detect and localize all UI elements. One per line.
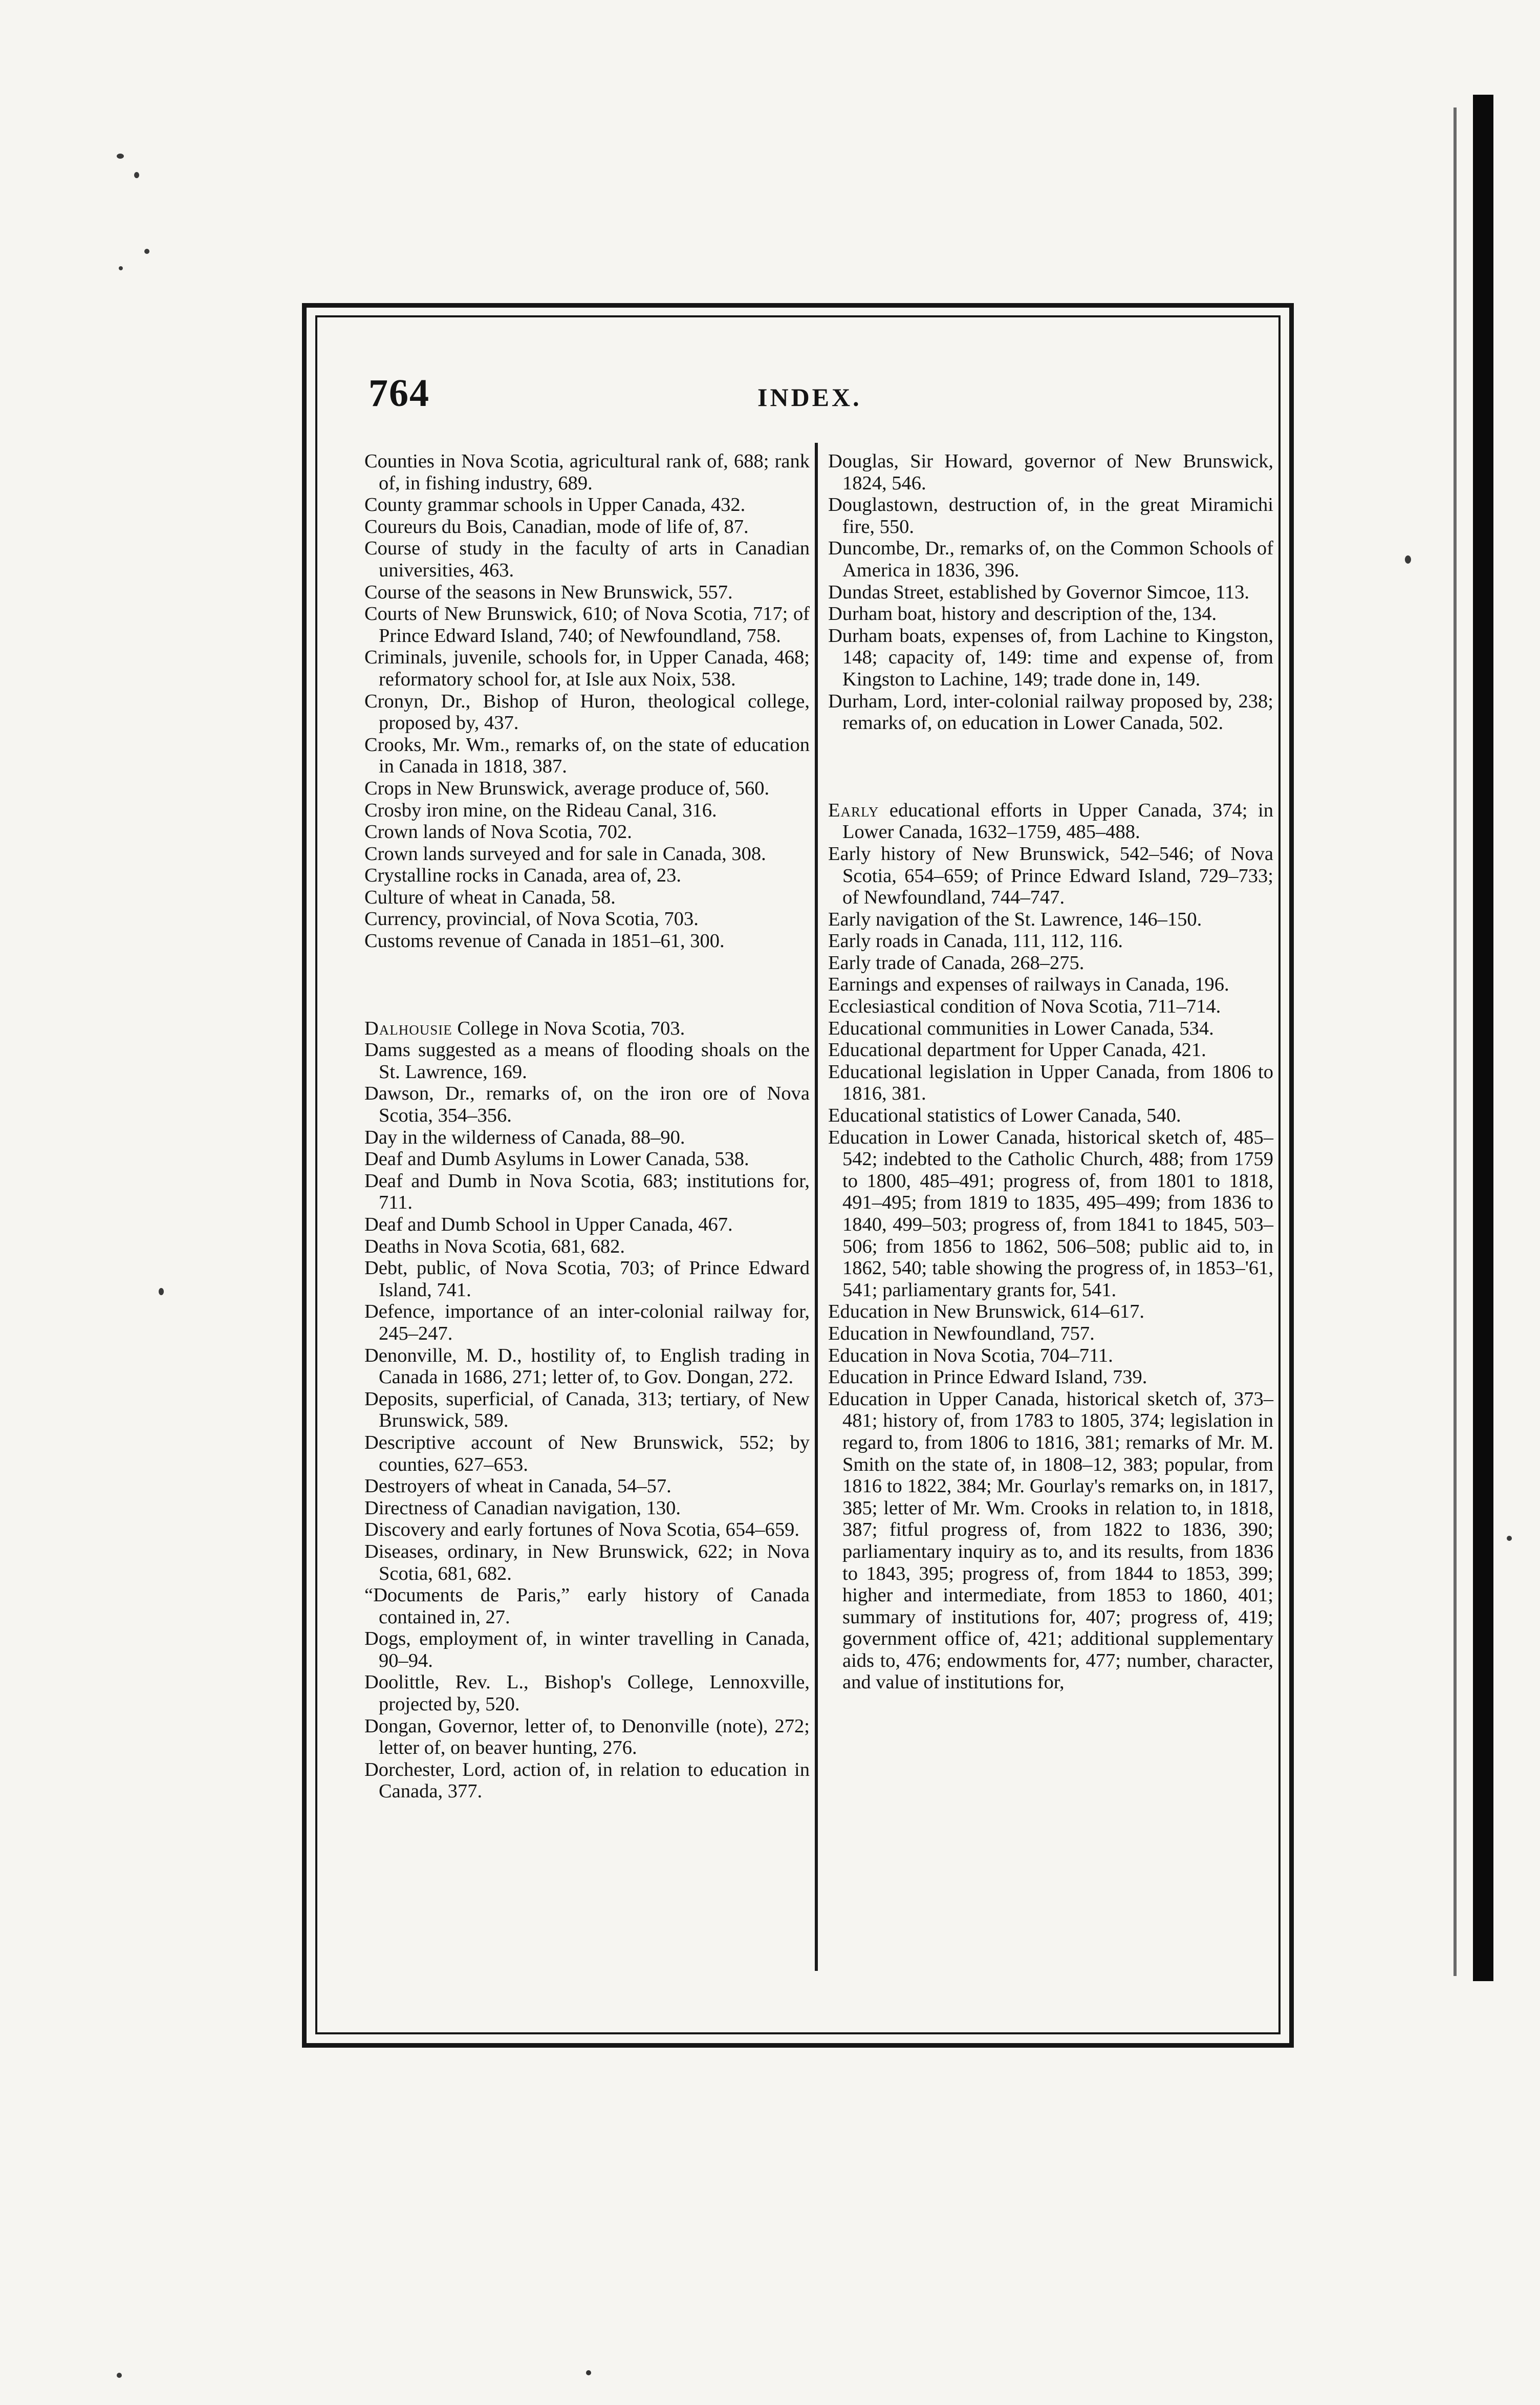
index-entry: [828, 582, 1273, 604]
index-entry-text: Ecclesiastical condition of Nova Scotia, 711–714.: [828, 996, 1221, 1018]
index-entry: [828, 603, 1273, 625]
index-entry-text: Deposits, superficial, of Canada, 313; tertiary, of New Brunswick, 589.: [364, 1388, 810, 1432]
index-entry: [828, 952, 1273, 974]
index-entry-text: Education in Lower Canada, historical sketch of, 485–542; indebted to the Catholic Church, 488; from 1759 to 1800, 485–491; progress of, from 1801 to 1818, 491–495; from 1819 to 1835, 495–499; from 1836 to 1840, 499–503; progress of, from 1841 to 1845, 503–506; from 1856 to 1862, 506–508; public aid to, in 1862, 540; table showing the progress of, in 1853–'61, 541; parliamentary grants for, 541.: [828, 1126, 1273, 1301]
index-entry-text: “Documents de Paris,” early history of Canada contained in, 27.: [364, 1584, 810, 1628]
index-entry: [364, 930, 810, 952]
index-entry-text: Duncombe, Dr., remarks of, on the Common Schools of America in 1836, 396.: [828, 538, 1273, 581]
index-entry-text: Crooks, Mr. Wm., remarks of, on the state of education in Canada in 1818, 387.: [364, 734, 810, 778]
running-head: INDEX.: [757, 383, 862, 412]
index-entry: [364, 1541, 810, 1584]
index-entry-text: Crosby iron mine, on the Rideau Canal, 316.: [364, 799, 717, 821]
index-entry-text: Courts of New Brunswick, 610; of Nova Scotia, 717; of Prince Edward Island, 740; of Newfoundland, 758.: [364, 603, 810, 647]
index-entry-text: Discovery and early fortunes of Nova Scotia, 654–659.: [364, 1519, 799, 1541]
index-entry-text: College in Nova Scotia, 703.: [452, 1017, 685, 1039]
index-entry-text: Culture of wheat in Canada, 58.: [364, 886, 616, 908]
scan-edge-bar: [1473, 95, 1493, 1981]
index-entry-text: Deaths in Nova Scotia, 681, 682.: [364, 1235, 625, 1257]
index-entry-text: Criminals, juvenile, schools for, in Upper Canada, 468; reformatory school for, at Isle aux Noix, 538.: [364, 647, 810, 690]
index-entry: [828, 691, 1273, 734]
index-entry: [364, 647, 810, 690]
index-entry-text: Educational department for Upper Canada, 421.: [828, 1039, 1206, 1061]
index-entry-text: Crops in New Brunswick, average produce of, 560.: [364, 777, 770, 799]
index-entry: [828, 1301, 1273, 1323]
page-header: [368, 371, 1218, 427]
index-entry-text: Crown lands of Nova Scotia, 702.: [364, 821, 632, 843]
index-entry-text: Durham boat, history and description of the, 134.: [828, 603, 1217, 625]
index-entry: [828, 930, 1273, 952]
index-entry: [364, 1083, 810, 1126]
scan-speck: [119, 266, 123, 270]
index-entry-text: Counties in Nova Scotia, agricultural rank of, 688; rank of, in fishing industry, 689.: [364, 450, 810, 494]
index-entry: [828, 1018, 1273, 1040]
index-entry: [364, 1715, 810, 1759]
index-entry: [364, 778, 810, 800]
index-entry: [828, 909, 1273, 931]
index-entry-text: Education in New Brunswick, 614–617.: [828, 1301, 1145, 1323]
index-entry-text: Dawson, Dr., remarks of, on the iron ore of Nova Scotia, 354–356.: [364, 1083, 810, 1127]
index-entry: [828, 996, 1273, 1018]
index-entry: [364, 1236, 810, 1258]
index-entry: [828, 494, 1273, 538]
scan-edge-line: [1454, 108, 1457, 1976]
index-entry-text: Earnings and expenses of railways in Canada, 196.: [828, 974, 1229, 996]
index-entry: [364, 1584, 810, 1628]
index-entry-text: Doolittle, Rev. L., Bishop's College, Lennoxville, projected by, 520.: [364, 1671, 810, 1715]
scan-speck: [1405, 555, 1411, 564]
index-entry-text: Destroyers of wheat in Canada, 54–57.: [364, 1475, 671, 1497]
index-entry-text: Educational communities in Lower Canada, 534.: [828, 1017, 1214, 1039]
index-entry-text: Douglas, Sir Howard, governor of New Brunswick, 1824, 546.: [828, 450, 1273, 494]
scan-speck: [117, 154, 124, 159]
index-entry-text: Dams suggested as a means of flooding shoals on the St. Lawrence, 169.: [364, 1039, 810, 1083]
page-number: 764: [368, 372, 430, 415]
column-divider: [815, 443, 818, 1971]
index-entry-text: Customs revenue of Canada in 1851–61, 300.: [364, 930, 725, 952]
index-entry-text: Course of study in the faculty of arts in Canadian universities, 463.: [364, 538, 810, 581]
index-entry-text: Early navigation of the St. Lawrence, 146–150.: [828, 908, 1202, 930]
scan-speck: [586, 2370, 591, 2375]
index-entry: [364, 582, 810, 604]
index-entry: [828, 1345, 1273, 1367]
index-entry-text: Descriptive account of New Brunswick, 552; by counties, 627–653.: [364, 1431, 810, 1475]
index-entry-text: Day in the wilderness of Canada, 88–90.: [364, 1126, 685, 1148]
index-entry-text: Education in Upper Canada, historical sketch of, 373–481; history of, from 1783 to 1805, 374; legislation in regard to, from 1806 to 1816, 381; remarks of Mr. M. Smith on the state of, in 1808–12, 383; popular, from 1816 to 1822, 384; Mr. Gourlay's remarks on, in 1817, 385; letter of Mr. Wm. Crooks in relation to, in 1818, 387; fitful progress of, from 1822 to 1836, 390; parliamentary inquiry as to, and its results, from 1836 to 1843, 395; progress of, from 1844 to 1853, 399; higher and intermediate, from 1853 to 1860, 401; summary of institutions for, 407; progress of, 419; government office of, 421; additional supplementary aids to, 476; endowments for, 477; number, character, and value of institutions for,: [828, 1388, 1273, 1693]
index-entry-text: Dongan, Governor, letter of, to Denonville (note), 272; letter of, on beaver hunting, 276.: [364, 1715, 810, 1759]
index-entry: [364, 908, 810, 930]
index-entry-text: Crown lands surveyed and for sale in Canada, 308.: [364, 843, 766, 865]
index-entry: [828, 843, 1273, 909]
scan-speck: [144, 249, 149, 254]
index-entry: [828, 1039, 1273, 1061]
index-entry: [364, 843, 810, 865]
index-entry: [364, 800, 810, 822]
index-entry-text: Deaf and Dumb in Nova Scotia, 683; institutions for, 711.: [364, 1170, 810, 1214]
index-entry-text: Early roads in Canada, 111, 112, 116.: [828, 930, 1123, 952]
scan-speck: [159, 1288, 164, 1295]
index-entry: [364, 538, 810, 581]
scan-speck: [117, 2373, 122, 2378]
index-entry-text: Course of the seasons in New Brunswick, 557.: [364, 581, 733, 603]
index-column-left: [364, 450, 810, 1802]
index-entry: [364, 1759, 810, 1802]
index-entry: [828, 625, 1273, 691]
index-entry: [828, 1388, 1273, 1693]
scan-speck: [134, 172, 139, 178]
index-entry-text: Denonville, M. D., hostility of, to English trading in Canada in 1686, 271; letter of, to Gov. Dongan, 272.: [364, 1344, 810, 1388]
index-entry-text: Durham, Lord, inter-colonial railway proposed by, 238; remarks of, on education in Lower Canada, 502.: [828, 690, 1273, 734]
index-entry-text: Diseases, ordinary, in New Brunswick, 622; in Nova Scotia, 681, 682.: [364, 1540, 810, 1584]
index-entry-text: Dogs, employment of, in winter travelling in Canada, 90–94.: [364, 1628, 810, 1671]
index-entry: [828, 1061, 1273, 1105]
index-entry-text: Debt, public, of Nova Scotia, 703; of Prince Edward Island, 741.: [364, 1257, 810, 1301]
index-entry-text: Defence, importance of an inter-colonial railway for, 245–247.: [364, 1301, 810, 1344]
index-entry: [364, 1475, 810, 1497]
index-entry-text: Education in Nova Scotia, 704–711.: [828, 1344, 1113, 1366]
index-entry: [364, 821, 810, 843]
index-entry-text: Dundas Street, established by Governor Simcoe, 113.: [828, 581, 1249, 603]
index-entry-text: Cronyn, Dr., Bishop of Huron, theological college, proposed by, 437.: [364, 690, 810, 734]
index-entry-text: Coureurs du Bois, Canadian, mode of life of, 87.: [364, 516, 749, 538]
index-entry: [364, 1018, 810, 1040]
index-entry-text: Deaf and Dumb School in Upper Canada, 467.: [364, 1214, 733, 1235]
index-entry-text: Currency, provincial, of Nova Scotia, 703.: [364, 908, 699, 930]
index-entry: [364, 1170, 810, 1214]
index-entry: [364, 450, 810, 494]
index-entry: [828, 974, 1273, 996]
index-entry: [364, 1519, 810, 1541]
index-entry: [828, 1105, 1273, 1127]
index-entry: [364, 1127, 810, 1149]
index-entry-text: Dorchester, Lord, action of, in relation to education in Canada, 377.: [364, 1758, 810, 1802]
index-entry: [364, 1671, 810, 1715]
index-entry: [364, 516, 810, 538]
index-entry: [828, 538, 1273, 581]
index-entry: [364, 1301, 810, 1344]
index-entry: [364, 494, 810, 516]
index-entry-text: educational efforts in Upper Canada, 374; in Lower Canada, 1632–1759, 485–488.: [842, 799, 1273, 843]
index-entry-text: Directness of Canadian navigation, 130.: [364, 1497, 681, 1519]
index-entry: [364, 1432, 810, 1475]
scan-speck: [1507, 1536, 1512, 1541]
index-entry: [364, 865, 810, 887]
index-entry: [828, 450, 1273, 494]
index-entry-text: Early history of New Brunswick, 542–546; of Nova Scotia, 654–659; of Prince Edward Island, 729–733; of Newfoundland, 744–747.: [828, 843, 1273, 909]
index-entry: [364, 1628, 810, 1671]
index-column-right: [828, 450, 1273, 1693]
index-entry-text: Deaf and Dumb Asylums in Lower Canada, 538.: [364, 1148, 749, 1170]
index-entry: [828, 1127, 1273, 1301]
index-entry-text: Educational legislation in Upper Canada, from 1806 to 1816, 381.: [828, 1061, 1273, 1105]
index-entry-text: Education in Prince Edward Island, 739.: [828, 1366, 1147, 1388]
index-entry: [364, 887, 810, 909]
index-entry-text: County grammar schools in Upper Canada, 432.: [364, 494, 746, 516]
index-entry: [364, 1388, 810, 1432]
index-entry-lead: Dalhousie: [364, 1017, 452, 1039]
index-entry: [364, 1345, 810, 1388]
index-entry-text: Douglastown, destruction of, in the great Miramichi fire, 550.: [828, 494, 1273, 538]
index-entry: [364, 1497, 810, 1519]
index-entry: [828, 800, 1273, 843]
index-entry-text: Education in Newfoundland, 757.: [828, 1322, 1095, 1344]
index-entry: [364, 691, 810, 734]
index-entry: [364, 1257, 810, 1301]
index-entry: [828, 1366, 1273, 1388]
index-entry: [828, 1323, 1273, 1345]
index-entry: [364, 1148, 810, 1170]
index-entry-text: Durham boats, expenses of, from Lachine to Kingston, 148; capacity of, 149: time and expense of, from Kingston to Lachine, 149; trade done in, 149.: [828, 625, 1273, 690]
index-entry: [364, 734, 810, 778]
index-entry-text: Crystalline rocks in Canada, area of, 23.: [364, 865, 682, 887]
index-entry: [364, 603, 810, 647]
index-entry-lead: Early: [828, 799, 879, 821]
index-entry-text: Early trade of Canada, 268–275.: [828, 952, 1084, 974]
index-entry: [364, 1214, 810, 1236]
index-entry: [364, 1039, 810, 1083]
index-entry-text: Educational statistics of Lower Canada, 540.: [828, 1105, 1181, 1127]
